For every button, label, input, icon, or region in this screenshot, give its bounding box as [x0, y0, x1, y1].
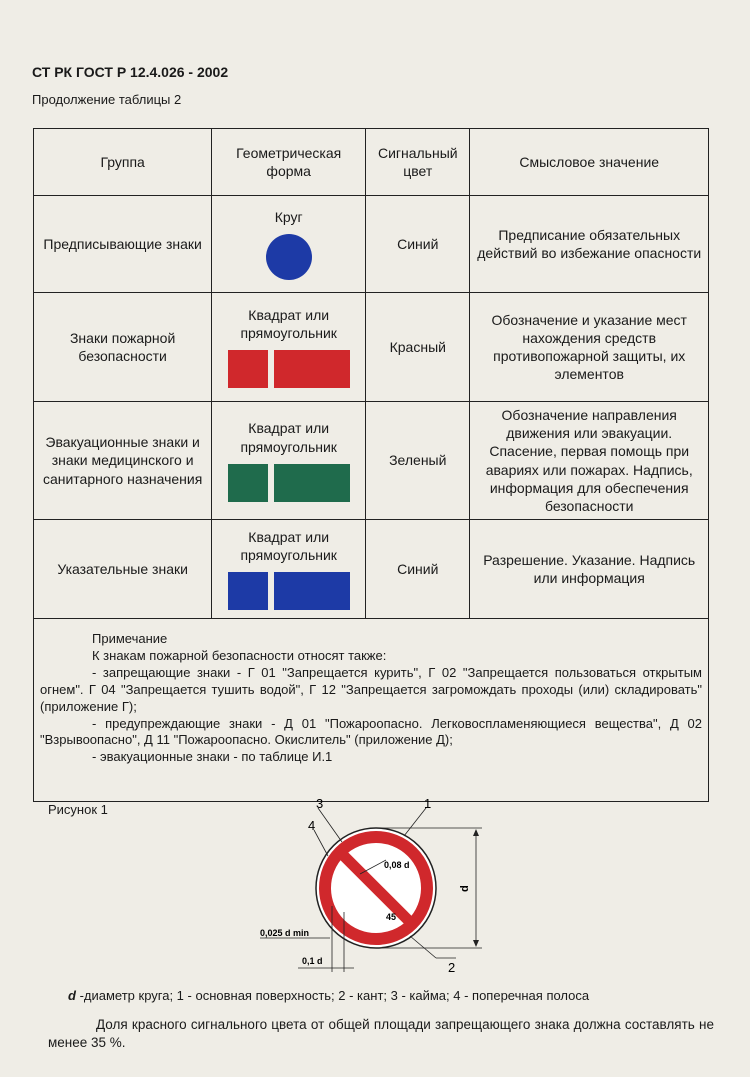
callout-leader [404, 808, 426, 836]
callout-2: 2 [448, 960, 456, 975]
table-caption: Продолжение таблицы 2 [32, 92, 182, 107]
legend-d: d [68, 988, 76, 1003]
cell-shape [212, 520, 366, 619]
shape-swatches [218, 572, 359, 610]
note-line: - запрещающие знаки - Г 01 "Запрещается курить", Г 02 "Запрещается пользоваться открытым огнем". Г 04 "Запрещается тушить водой", Г 12 "Запрещается загромождать проходы (или) складировать" (приложение Г); [40, 664, 702, 714]
table-row [34, 402, 709, 520]
callout-4: 4 [308, 818, 316, 833]
blue-rectangle-swatch [274, 572, 350, 610]
document-standard-title: СТ РК ГОСТ Р 12.4.026 - 2002 [32, 64, 229, 80]
cell-group: Знаки пожарной безопасности [34, 293, 212, 402]
cell-shape [212, 293, 366, 402]
blue-square-swatch [228, 572, 268, 610]
table-row [34, 196, 709, 293]
shape-label: Круг [274, 208, 303, 225]
table-note-row [34, 619, 709, 802]
cell-meaning: Разрешение. Указание. Надпись или информация [470, 520, 709, 619]
table-row [34, 293, 709, 402]
shape-swatches [218, 234, 359, 280]
blue-circle-swatch [266, 234, 312, 280]
cell-color: Синий [366, 520, 470, 619]
red-square-swatch [228, 350, 268, 388]
header-shape: Геометрическая форма [212, 129, 366, 196]
dim-stroke: 0,08 d [384, 860, 410, 870]
green-rectangle-swatch [274, 464, 350, 502]
cell-shape [212, 402, 366, 520]
legend-text: -диаметр круга; 1 - основная поверхность; 2 - кант; 3 - кайма; 4 - поперечная полоса [75, 988, 590, 1003]
shape-label: Квадрат или прямоугольник [240, 306, 337, 341]
note-line: - предупреждающие знаки - Д 01 "Пожароопасно. Легковоспламеняющиеся вещества", Д 02 "Взрывоопасно", Д 11 "Пожароопасно. Окислитель" (приложение Д); [40, 715, 702, 748]
cell-meaning: Предписание обязательных действий во избежание опасности [470, 196, 709, 293]
dim-angle: 45 [386, 912, 397, 922]
header-meaning: Смысловое значение [470, 129, 709, 196]
cell-meaning: Обозначение направления движения или эвакуации. Спасение, первая помощь при авариях или пожарах. Надпись, информация для обеспечения безопасности [470, 402, 709, 520]
figure-label: Рисунок 1 [48, 802, 108, 817]
shape-label: Квадрат или прямоугольник [240, 528, 337, 564]
cell-group: Предписывающие знаки [34, 196, 212, 293]
callout-leader [314, 830, 328, 856]
cell-meaning: Обозначение и указание мест нахождения средств противопожарной защиты, их элементов [470, 293, 709, 402]
dim-d: d [459, 885, 471, 892]
callout-1: 1 [424, 796, 432, 811]
note-line: К знакам пожарной безопасности относят также: [92, 648, 387, 664]
cell-shape [212, 196, 366, 293]
cell-color: Зеленый [366, 402, 470, 520]
cell-group: Указательные знаки [34, 520, 212, 619]
shape-label: Квадрат или прямоугольник [240, 420, 337, 455]
callout-leader [318, 808, 342, 842]
header-group: Группа [34, 129, 212, 196]
note-line: - эвакуационные знаки - по таблице И.1 [92, 749, 333, 765]
note-title: Примечание [92, 631, 168, 647]
table-note [34, 619, 709, 802]
green-square-swatch [228, 464, 268, 502]
red-rectangle-swatch [274, 350, 350, 388]
header-color: Сигнальный цвет [366, 129, 470, 196]
closing-paragraph: Доля красного сигнального цвета от общей площади запрещающего знака должна составлять не менее 35 %. [48, 1017, 714, 1051]
callout-3: 3 [316, 796, 324, 811]
dim-bar: 0,1 d [302, 956, 323, 966]
prohibition-sign-diagram [258, 796, 498, 976]
shape-swatches [218, 464, 359, 502]
figure-legend [68, 988, 589, 1003]
table-header-row [34, 129, 709, 196]
cell-group: Эвакуационные знаки и знаки медицинского и санитарного назначения [34, 402, 212, 520]
table-row [34, 520, 709, 619]
dim-border: 0,025 d min [260, 928, 310, 938]
cell-color: Синий [366, 196, 470, 293]
cell-color: Красный [366, 293, 470, 402]
shape-swatches [218, 350, 359, 388]
sign-groups-table [33, 128, 709, 802]
callout-leader [410, 936, 436, 958]
